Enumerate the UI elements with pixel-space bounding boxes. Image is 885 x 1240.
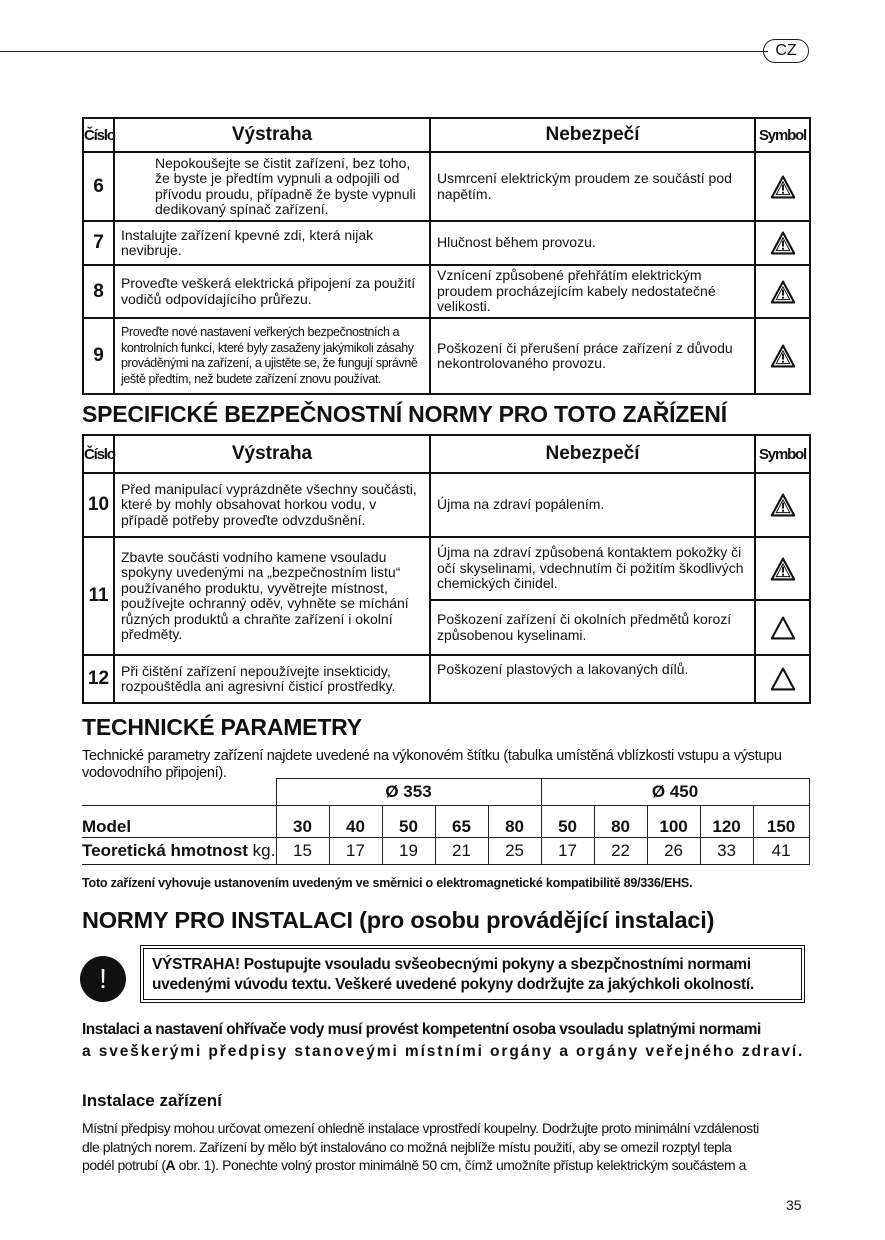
row-symbol — [755, 318, 810, 394]
body-line-post: obr. 1). Ponechte volný prostor minimálně 50 cm, čímž umožníte přístup kelektrickým součástem a — [175, 1157, 746, 1173]
row-warning: Při čištění zařízení nepoužívejte insekticidy, rozpouštědla ani agresivní čisticí prostředky. — [114, 655, 430, 703]
row-number: 7 — [83, 221, 114, 265]
weight-label: Teoretická hmotnost — [82, 841, 248, 860]
warning-exclamation-icon — [770, 175, 796, 199]
row-symbol — [755, 537, 810, 600]
row-number: 6 — [83, 152, 114, 221]
model-cell: 65 — [435, 806, 488, 838]
row-number: 8 — [83, 265, 114, 318]
row-warning: Nepokoušejte se čistit zařízení, bez toho, že byste je předtím vypnuli a odpojili od přívodu proudu, případně že byste vypnuli dedikovaný spínač zařízení. — [114, 152, 430, 221]
row-symbol — [755, 473, 810, 537]
row-danger: Újma na zdraví způsobená kontaktem pokožky či očí skyselinami, vdechnutím či požitím škodlivých chemických činidel. — [430, 537, 755, 600]
table-row — [83, 537, 810, 600]
body-line: dle platných norem. Zařízení by mělo být instalováno co možná nejblíže místu použití, aby se omezil rozptyl tepla — [82, 1139, 732, 1155]
subsection-title-installation: Instalace zařízení — [82, 1091, 222, 1110]
warning-exclamation-icon — [770, 557, 796, 581]
row-danger: Poškození plastových a lakovaných dílů. — [430, 655, 755, 703]
model-cell: 80 — [488, 806, 541, 838]
weight-cell: 26 — [647, 838, 700, 865]
row-symbol — [755, 221, 810, 265]
weight-cell: 17 — [329, 838, 382, 865]
model-cell: 30 — [276, 806, 329, 838]
row-number: 12 — [83, 655, 114, 703]
figure-reference: A — [165, 1157, 176, 1173]
model-cell: 120 — [700, 806, 753, 838]
row-symbol — [755, 265, 810, 318]
installation-requirement-line2: a sveškerými předpisy stanoveými místními orgány a orgány veřejného zdraví. — [82, 1043, 805, 1060]
warning-box: VÝSTRAHA! Postupujte vsouladu svšeobecnými pokyny a sbezpčnostními normami uvedenými vúvodu textu. Veškeré uvedené pokyny dodržujte za jakýchkoli okolností. — [140, 945, 805, 1003]
row-warning: Zbavte součásti vodního kamene vsouladu spokyny uvedenými na „bezpečnostním listu“ používaného produktu, vyvětrejte místnost, používejte ochranný oděv, vyhněte se míchání různých produktů a chraňte zařízení i okolní předměty. — [114, 537, 430, 655]
section-title-specific: SPECIFICKÉ BEZPEČNOSTNÍ NORMY PRO TOTO ZAŘÍZENÍ — [82, 401, 727, 427]
model-cell: 50 — [541, 806, 594, 838]
group-header-353: Ø 353 — [276, 779, 541, 806]
table-row — [83, 221, 810, 265]
technical-intro: Technické parametry zařízení najdete uvedené na výkonovém štítku (tabulka umístěná vblízkosti vstupu a výstupu vodovodního připojení). — [82, 748, 782, 781]
weight-unit: kg. — [252, 841, 276, 860]
header-warning: Výstraha — [114, 118, 430, 152]
warning-triangle-icon — [770, 616, 796, 640]
compliance-note: Toto zařízení vyhovuje ustanovením uvedeným ve směrnici o elektromagnetické kompatibilitě 89/336/EHS. — [82, 876, 693, 890]
safety-table-general — [82, 117, 811, 395]
weight-cell: 41 — [753, 838, 809, 865]
header-warning: Výstraha — [114, 435, 430, 473]
row-danger: Vznícení způsobené přehřátím elektrickým proudem procházejícím kabely nedostatečné velikosti. — [430, 265, 755, 318]
table-row — [83, 152, 810, 221]
row-symbol — [755, 152, 810, 221]
row-danger: Poškození či přerušení práce zařízení z důvodu nekontrolovaného provozu. — [430, 318, 755, 394]
weight-cell: 22 — [594, 838, 647, 865]
header-symbol: Symbol — [755, 435, 810, 473]
table-corner — [82, 779, 276, 806]
model-cell: 50 — [382, 806, 435, 838]
weight-cell: 15 — [276, 838, 329, 865]
header-number: Číslo — [83, 118, 114, 152]
body-line-pre: podél potrubí ( — [82, 1157, 166, 1173]
header-symbol: Symbol — [755, 118, 810, 152]
weight-cell: 17 — [541, 838, 594, 865]
body-line — [82, 1157, 809, 1174]
installation-requirement-line1: Instalaci a nastavení ohřívače vody musí provést kompetentní osoba vsouladu splatnými normami — [82, 1021, 761, 1038]
table-row — [83, 265, 810, 318]
table-row — [83, 473, 810, 537]
model-cell: 40 — [329, 806, 382, 838]
row-warning: Instalujte zařízení kpevné zdi, která nijak nevibruje. — [114, 221, 430, 265]
weight-cell: 25 — [488, 838, 541, 865]
header-danger: Nebezpečí — [430, 118, 755, 152]
model-cell: 80 — [594, 806, 647, 838]
model-cell: 100 — [647, 806, 700, 838]
warning-exclamation-icon — [770, 231, 796, 255]
row-warning: Proveďte nové nastavení veřkerých bezpečnostních a kontrolních funkcí, které byly zasaženy jakýmikoli zásahy prováděnými na zařízení, a ujistěte se, že fungují správně ještě předtím, než budete zařízení znovu používat. — [114, 318, 430, 394]
page-number: 35 — [786, 1197, 802, 1213]
safety-table-specific — [82, 434, 811, 704]
row-symbol — [755, 655, 810, 703]
row-danger: Hlučnost během provozu. — [430, 221, 755, 265]
technical-parameters-table — [82, 778, 810, 865]
weight-row — [82, 838, 809, 865]
row-number: 11 — [83, 537, 114, 655]
section-title-technical: TECHNICKÉ PARAMETRY — [82, 714, 362, 740]
header-number: Číslo — [83, 435, 114, 473]
table-header-row — [83, 435, 810, 473]
group-header-450: Ø 450 — [541, 779, 809, 806]
row-number: 10 — [83, 473, 114, 537]
language-badge: CZ — [763, 39, 809, 63]
weight-label-cell — [82, 838, 276, 865]
row-danger: Poškození zařízení či okolních předmětů korozí způsobenou kyselinami. — [430, 600, 755, 655]
model-cell: 150 — [753, 806, 809, 838]
body-line: Místní předpisy mohou určovat omezení ohledně instalace vprostředí koupelny. Dodržujte proto minimální vzdálenosti — [82, 1120, 759, 1136]
table-header-row — [83, 118, 810, 152]
warning-exclamation-icon — [770, 344, 796, 368]
weight-cell: 19 — [382, 838, 435, 865]
exclamation-icon: ! — [80, 956, 126, 1002]
weight-cell: 33 — [700, 838, 753, 865]
weight-cell: 21 — [435, 838, 488, 865]
model-row — [82, 806, 809, 838]
row-symbol — [755, 600, 810, 655]
header-danger: Nebezpečí — [430, 435, 755, 473]
row-danger: Usmrcení elektrickým proudem ze součástí pod napětím. — [430, 152, 755, 221]
model-label: Model — [82, 806, 276, 838]
warning-exclamation-icon — [770, 493, 796, 517]
warning-triangle-icon — [770, 667, 796, 691]
row-danger: Újma na zdraví popálením. — [430, 473, 755, 537]
table-row — [83, 655, 810, 703]
header-rule — [0, 51, 768, 52]
table-row — [83, 318, 810, 394]
row-warning: Proveďte veškerá elektrická připojení za použití vodičů odpovídajícího průřezu. — [114, 265, 430, 318]
row-number: 9 — [83, 318, 114, 394]
row-warning: Před manipulací vyprázdněte všechny součásti, které by mohly obsahovat horkou vodu, v případě potřeby proveďte odvzdušnění. — [114, 473, 430, 537]
warning-exclamation-icon — [770, 280, 796, 304]
section-title-installation: NORMY PRO INSTALACI (pro osobu provádějící instalaci) — [82, 907, 715, 933]
